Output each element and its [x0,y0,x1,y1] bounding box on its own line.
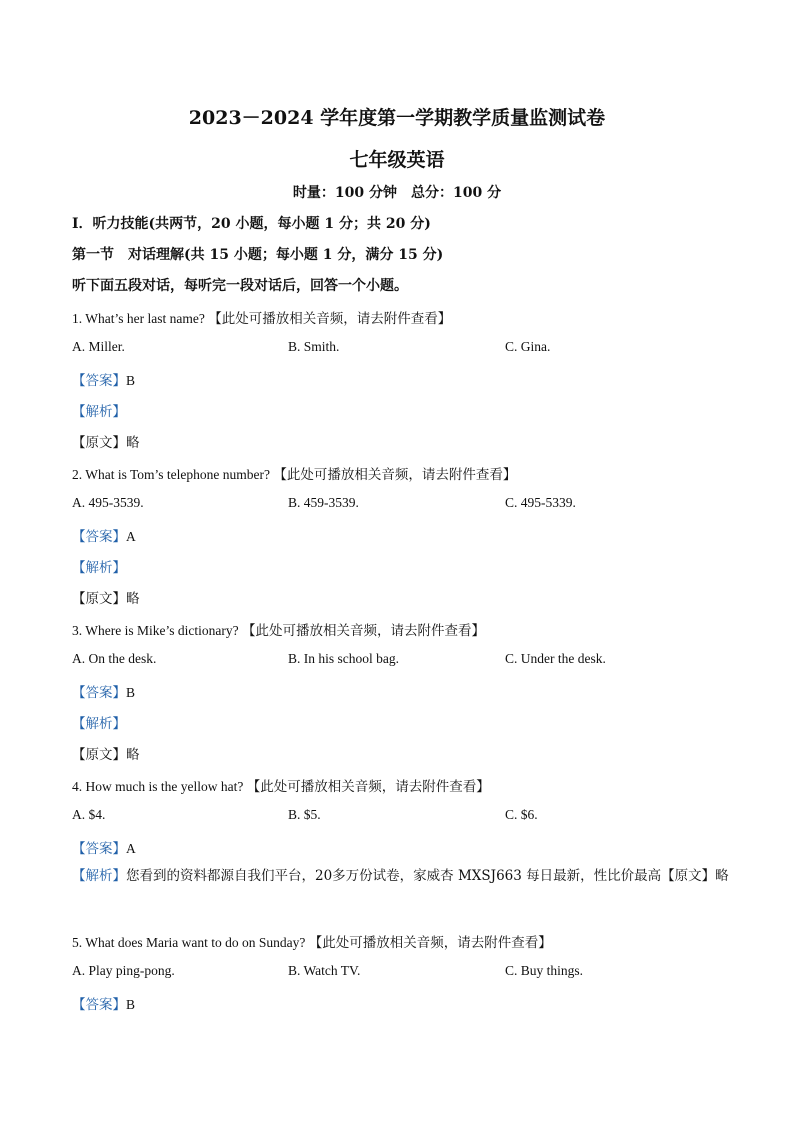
option-4a: A. $4. [72,807,106,822]
original-label: 【原文】 [661,868,716,884]
option-5c: C. Buy things. [505,963,584,978]
analysis-label: 【解析】 [72,560,126,576]
answer-label: 【答案】 [72,997,126,1013]
original-label: 【原文】 [72,435,126,451]
analysis-1 [72,400,126,420]
analysis-label: 【解析】 [72,868,126,884]
analysis-4 [72,861,740,892]
option-3a: A. On the desk. [72,651,157,666]
section-heading: 第一节 对话理解(共 15 小题；每小题 1 分，满分 15 分) [72,247,444,263]
question-1: 1. What’s her last name? 【此处可播放相关音频，请去附件查看】 [72,311,452,326]
answer-5 [72,993,135,1013]
option-1b: B. Smith. [288,339,340,354]
original-value: 略 [126,435,140,451]
option-3b: B. In his school bag. [288,651,399,666]
answer-value: B [126,373,136,388]
option-5b: B. Watch TV. [288,963,361,978]
question-4: 4. How much is the yellow hat? 【此处可播放相关音频，请去附件查看】 [72,779,490,794]
option-2a: A. 495-3539. [72,495,144,510]
answer-value: B [126,685,136,700]
original-1 [72,431,140,451]
analysis-3 [72,712,126,732]
original-value: 略 [126,747,140,763]
original-label: 【原文】 [72,747,126,763]
original-value: 略 [126,591,140,607]
exam-meta: 时量：100 分钟 总分：100 分 [292,185,502,201]
analysis-label: 【解析】 [72,716,126,732]
answer-value: A [126,841,136,856]
exam-subtitle: 七年级英语 [349,149,445,171]
answer-label: 【答案】 [72,841,126,857]
option-2c: C. 495-5339. [505,495,576,510]
original-value: 略 [715,868,729,884]
answer-label: 【答案】 [72,529,126,545]
answer-1 [72,369,135,389]
answer-3 [72,681,135,701]
answer-4 [72,837,136,857]
answer-label: 【答案】 [72,685,126,701]
exam-title: 2023－2024 学年度第一学期教学质量监测试卷 [188,107,606,129]
analysis-text: 您看到的资料都源自我们平台，20多万份试卷，家威杏 MXSJ663 每日最新，性比价最高 [126,868,662,884]
analysis-label: 【解析】 [72,404,126,420]
option-1c: C. Gina. [505,339,551,354]
part-heading: Ⅰ．听力技能(共两节，20 小题，每小题 1 分；共 20 分) [72,216,431,232]
analysis-2 [72,556,126,576]
option-5a: A. Play ping-pong. [72,963,175,978]
option-1a: A. Miller. [72,339,125,354]
original-3 [72,743,140,763]
option-3c: C. Under the desk. [505,651,606,666]
instruction: 听下面五段对话，每听完一段对话后，回答一个小题。 [72,278,408,294]
answer-label: 【答案】 [72,373,126,389]
option-4c: C. $6. [505,807,538,822]
original-label: 【原文】 [72,591,126,607]
question-3: 3. Where is Mike’s dictionary? 【此处可播放相关音频，请去附件查看】 [72,623,485,638]
question-2: 2. What is Tom’s telephone number? 【此处可播放相关音频，请去附件查看】 [72,467,517,482]
question-5: 5. What does Maria want to do on Sunday? 【此处可播放相关音频，请去附件查看】 [72,935,552,950]
answer-2 [72,525,136,545]
option-2b: B. 459-3539. [288,495,359,510]
option-4b: B. $5. [288,807,321,822]
answer-value: B [126,997,136,1012]
original-2 [72,587,140,607]
answer-value: A [126,529,136,544]
